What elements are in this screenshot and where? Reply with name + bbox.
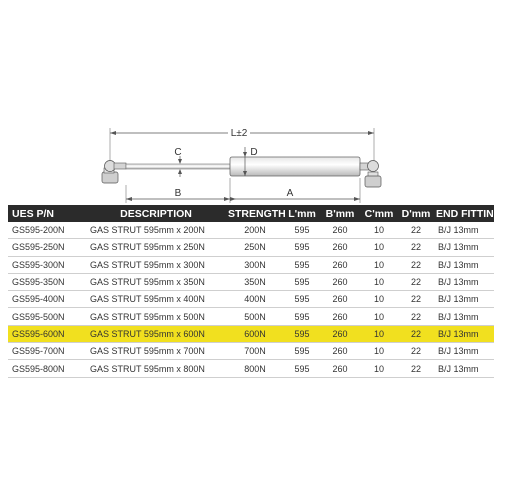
segment-dimensions: [126, 178, 360, 203]
description-cell: GAS STRUT 595mm x 700N: [86, 343, 226, 360]
table-row: [8, 325, 494, 342]
strength-cell: 600N: [226, 325, 284, 342]
strength-cell: 250N: [226, 239, 284, 256]
b-cell: 260: [320, 256, 360, 273]
length-cell: 595: [284, 343, 320, 360]
strength-cell: 300N: [226, 256, 284, 273]
description-cell: GAS STRUT 595mm x 200N: [86, 222, 226, 239]
end-fittings-cell: B/J 13mm: [434, 308, 494, 325]
description-cell: GAS STRUT 595mm x 400N: [86, 291, 226, 308]
part-number-cell: GS595-800N: [8, 360, 86, 377]
description-cell: GAS STRUT 595mm x 250N: [86, 239, 226, 256]
length-cell: 595: [284, 273, 320, 290]
length-cell: 595: [284, 308, 320, 325]
part-number-cell: GS595-700N: [8, 343, 86, 360]
gas-strut-diagram: [0, 0, 500, 205]
end-fittings-cell: B/J 13mm: [434, 325, 494, 342]
c-cell: 10: [360, 325, 398, 342]
strength-cell: 200N: [226, 222, 284, 239]
b-cell: 260: [320, 273, 360, 290]
rod-diameter-dimension: [174, 147, 182, 177]
table-row: [8, 291, 494, 308]
c-cell: 10: [360, 273, 398, 290]
end-fittings-cell: B/J 13mm: [434, 256, 494, 273]
part-number-cell: GS595-400N: [8, 291, 86, 308]
d-cell: 22: [398, 360, 434, 377]
d-cell: 22: [398, 291, 434, 308]
length-label: L±2: [230, 128, 248, 139]
table-row: [8, 239, 494, 256]
specification-table: [8, 205, 509, 378]
header-b: B'mm: [320, 205, 360, 222]
d-cell: 22: [398, 239, 434, 256]
part-number-cell: GS595-250N: [8, 239, 86, 256]
length-cell: 595: [284, 325, 320, 342]
table-row: [8, 273, 494, 290]
description-cell: GAS STRUT 595mm x 500N: [86, 308, 226, 325]
strength-cell: 400N: [226, 291, 284, 308]
dim-a-label: A: [286, 188, 294, 199]
end-fittings-cell: B/J 13mm: [434, 273, 494, 290]
part-number-cell: GS595-200N: [8, 222, 86, 239]
b-cell: 260: [320, 343, 360, 360]
header-c: C'mm: [360, 205, 398, 222]
end-fittings-cell: B/J 13mm: [434, 291, 494, 308]
end-fittings-cell: B/J 13mm: [434, 343, 494, 360]
header-strength: STRENGTH: [226, 205, 284, 222]
part-number-cell: GS595-300N: [8, 256, 86, 273]
d-cell: 22: [398, 273, 434, 290]
description-cell: GAS STRUT 595mm x 600N: [86, 325, 226, 342]
c-cell: 10: [360, 360, 398, 377]
c-cell: 10: [360, 222, 398, 239]
description-cell: GAS STRUT 595mm x 350N: [86, 273, 226, 290]
length-cell: 595: [284, 239, 320, 256]
b-cell: 260: [320, 325, 360, 342]
d-cell: 22: [398, 325, 434, 342]
strength-cell: 500N: [226, 308, 284, 325]
length-cell: 595: [284, 222, 320, 239]
b-cell: 260: [320, 291, 360, 308]
strength-cell: 800N: [226, 360, 284, 377]
c-cell: 10: [360, 343, 398, 360]
end-fittings-cell: B/J 13mm: [434, 360, 494, 377]
table-row: [8, 308, 494, 325]
c-cell: 10: [360, 308, 398, 325]
b-cell: 260: [320, 239, 360, 256]
dim-d-label: D: [250, 147, 258, 158]
d-cell: 22: [398, 308, 434, 325]
length-cell: 595: [284, 291, 320, 308]
dim-b-label: B: [174, 188, 182, 199]
end-fittings-cell: B/J 13mm: [434, 222, 494, 239]
header-description: DESCRIPTION: [86, 205, 226, 222]
b-cell: 260: [320, 308, 360, 325]
dim-c-label: C: [174, 147, 182, 158]
table-header-row: [8, 205, 494, 222]
part-number-cell: GS595-500N: [8, 308, 86, 325]
table-row: [8, 256, 494, 273]
d-cell: 22: [398, 256, 434, 273]
strength-cell: 700N: [226, 343, 284, 360]
header-part-number: UES P/N: [8, 205, 86, 222]
d-cell: 22: [398, 222, 434, 239]
b-cell: 260: [320, 360, 360, 377]
table-body: [8, 222, 494, 377]
d-cell: 22: [398, 343, 434, 360]
strength-cell: 350N: [226, 273, 284, 290]
table-row: [8, 343, 494, 360]
strut-body: [102, 157, 381, 187]
end-fittings-cell: B/J 13mm: [434, 239, 494, 256]
length-cell: 595: [284, 360, 320, 377]
table-row: [8, 222, 494, 239]
header-length: L'mm: [284, 205, 320, 222]
c-cell: 10: [360, 291, 398, 308]
header-d: D'mm: [398, 205, 434, 222]
table-row: [8, 360, 494, 377]
description-cell: GAS STRUT 595mm x 800N: [86, 360, 226, 377]
c-cell: 10: [360, 256, 398, 273]
c-cell: 10: [360, 239, 398, 256]
b-cell: 260: [320, 222, 360, 239]
part-number-cell: GS595-600N: [8, 325, 86, 342]
description-cell: GAS STRUT 595mm x 300N: [86, 256, 226, 273]
length-cell: 595: [284, 256, 320, 273]
part-number-cell: GS595-350N: [8, 273, 86, 290]
header-end-fittings: END FITTINGS: [434, 205, 494, 222]
